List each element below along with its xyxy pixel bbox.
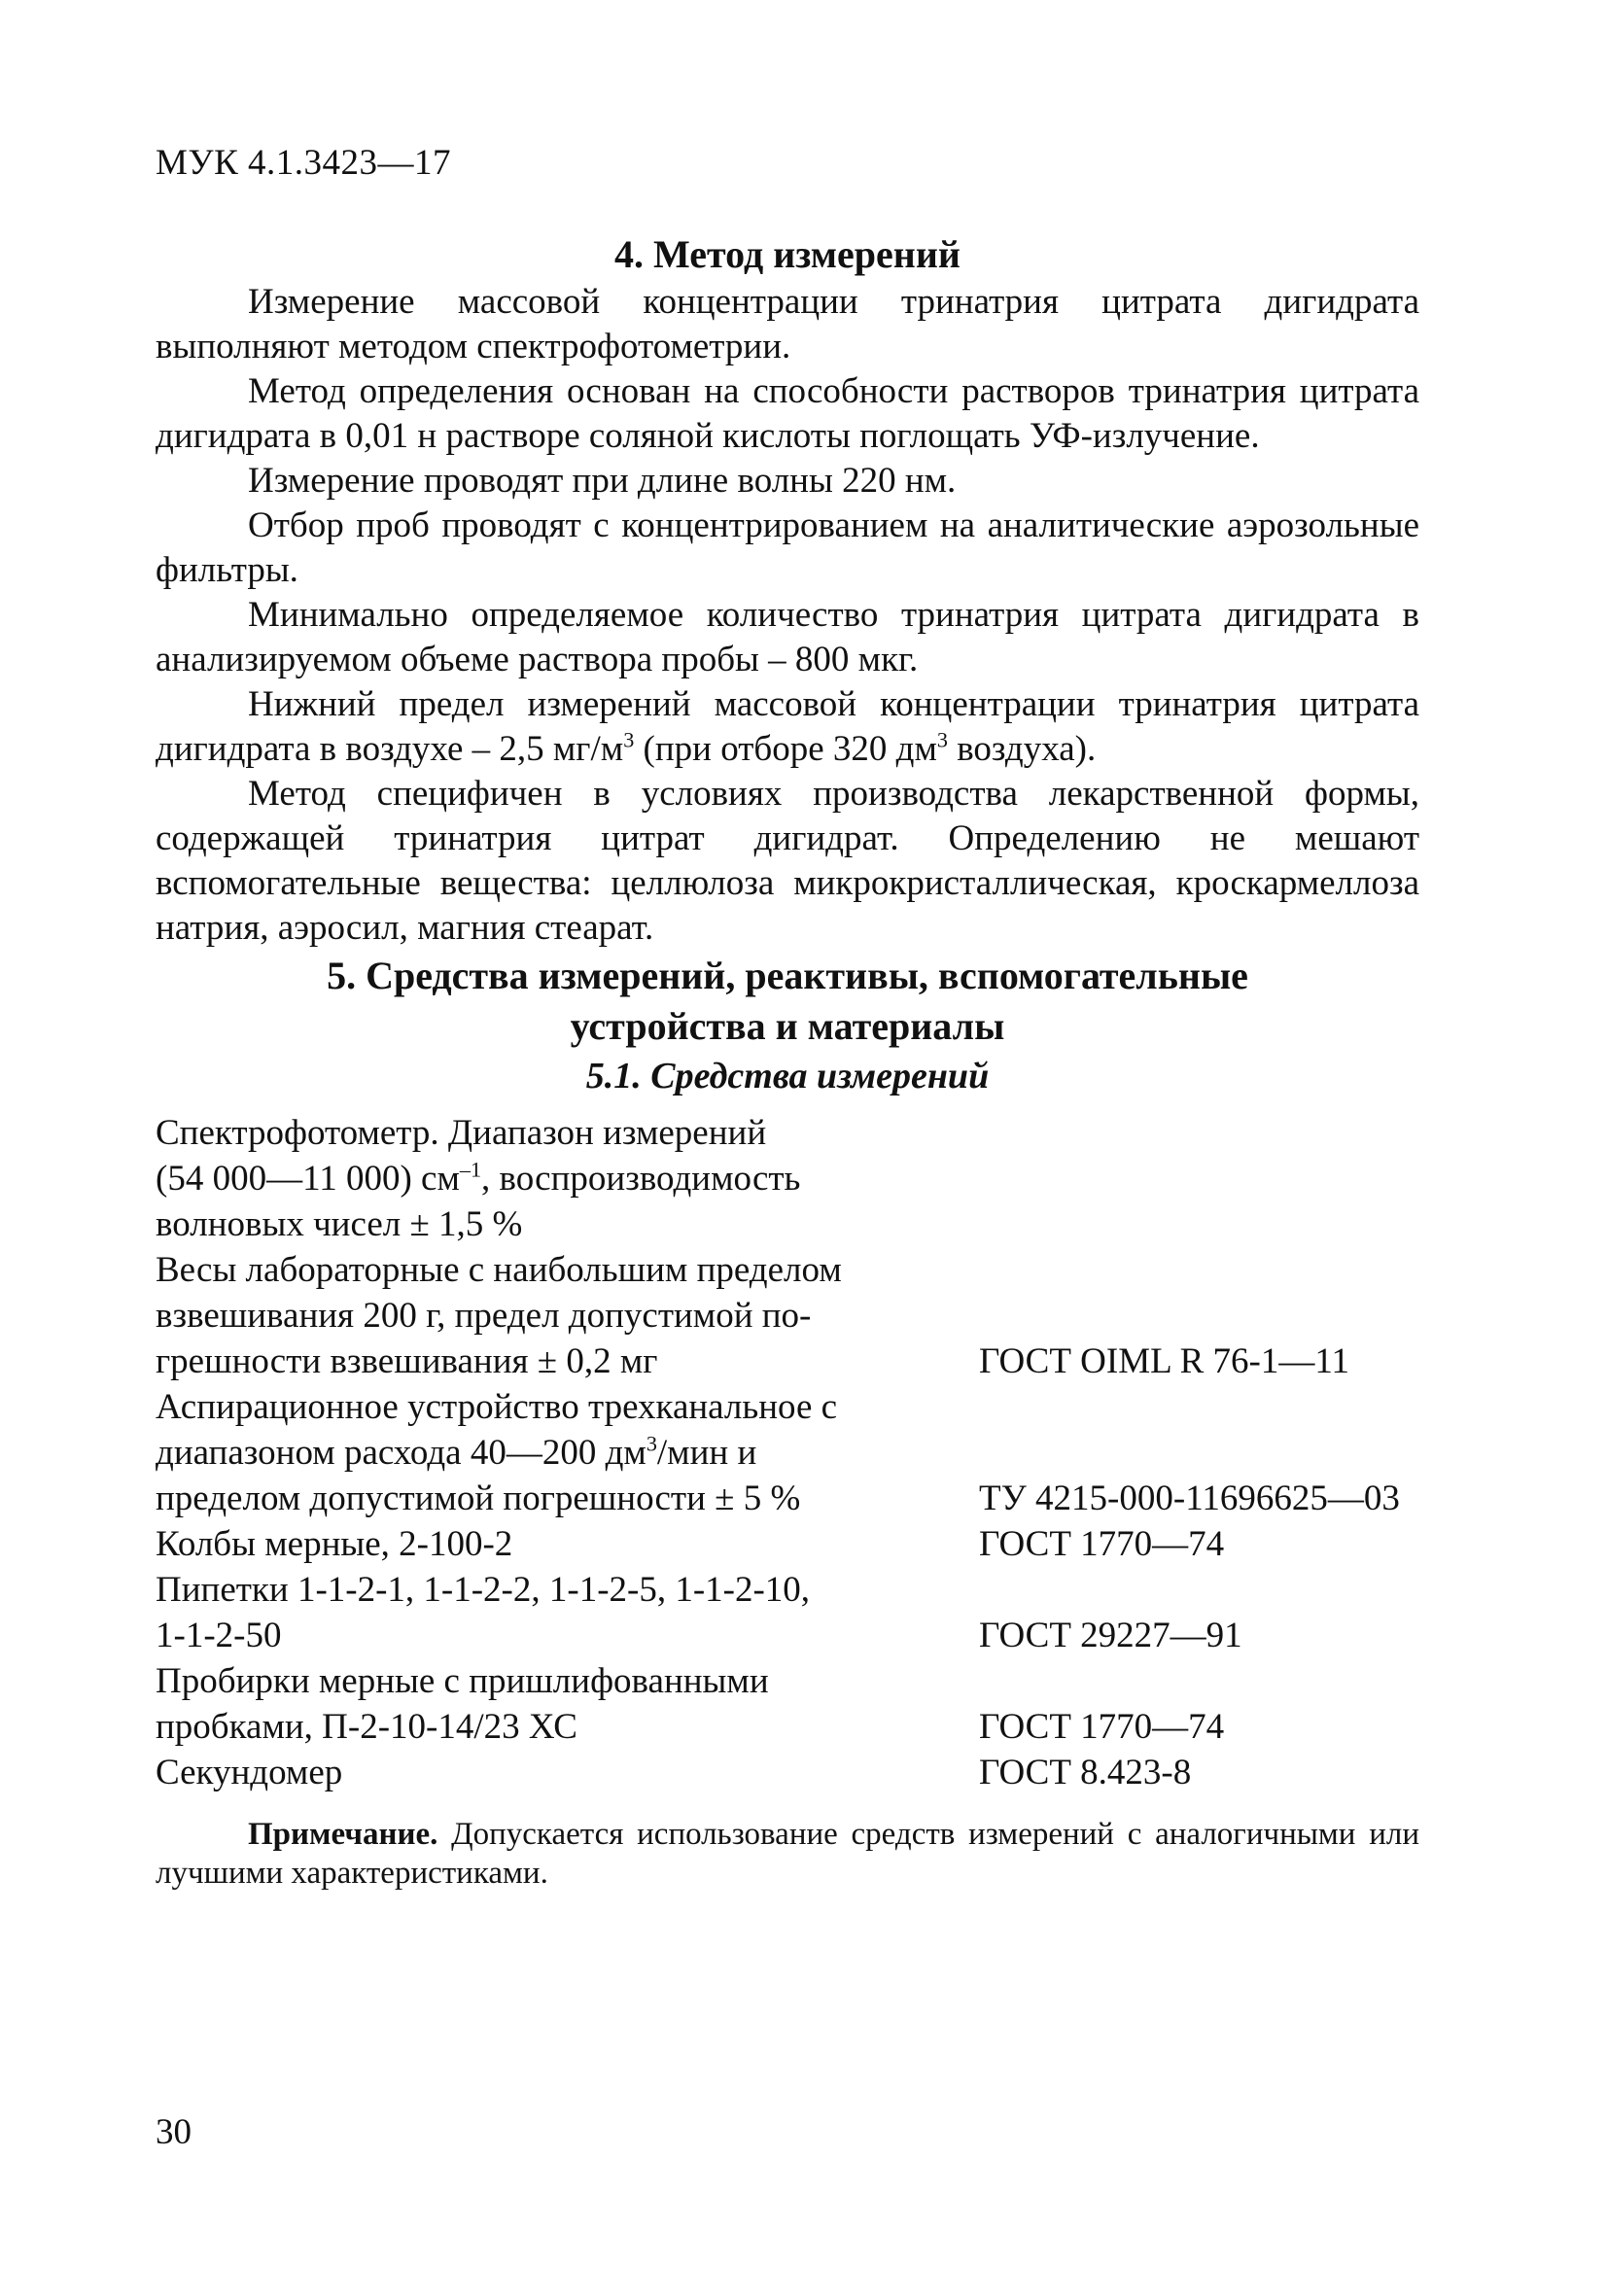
equipment-standard: ГОСТ 1770—74 [979,1707,1225,1747]
equipment-name: Секундомер [156,1753,343,1792]
equipment-name: пределом допустимой погрешности ± 5 % [156,1478,801,1518]
note-label: Примечание. [248,1817,438,1852]
section-4-title: 4. Метод измерений [614,232,961,276]
equipment-table [156,1110,1419,1795]
lower-limit-text-2: (при отборе 320 дм [634,729,937,769]
paragraph-wavelength: Измерение проводят при длине волны 220 нм. [248,461,957,501]
section-5-title [156,951,1419,1052]
equipment-standard: ГОСТ 8.423-8 [979,1753,1192,1792]
note-text: Допускается использование средств измерений с аналогичными или лучшими характеристиками. [156,1817,1419,1891]
lower-limit-text-1: Нижний предел измерений массовой концентрации тринатрия цитрата дигидрата в воздухе – 2,5 мг/м [156,684,1419,769]
equipment-name: грешности взвешивания ± 0,2 мг [156,1341,658,1381]
spectro-range-sup: –1 [459,1157,482,1182]
paragraph-method-basis: Метод определения основан на способности растворов тринатрия цитрата дигидрата в 0,01 н растворе соляной кислоты поглощать УФ-излучение. [156,371,1419,456]
page-number: 30 [156,2112,192,2152]
table-row [156,1476,1419,1521]
equipment-name [156,1430,979,1476]
spectro-range-text-2: , воспроизводимость [481,1159,801,1199]
equipment-name: Аспирационное устройство трехканальное с [156,1387,838,1427]
table-row [156,1613,1419,1658]
lower-limit-text-3: воздуха). [947,729,1097,769]
equipment-name: Спектрофотометр. Диапазон измерений [156,1113,767,1153]
table-row [156,1384,1419,1430]
table-row [156,1750,1419,1795]
table-row [156,1521,1419,1567]
equipment-name: пробками, П-2-10-14/23 ХС [156,1707,577,1747]
equipment-name: Колбы мерные, 2-100-2 [156,1524,513,1564]
paragraph-lower-limit [156,682,1419,772]
equipment-name: 1-1-2-50 [156,1616,282,1655]
lower-limit-sup-2: 3 [936,727,948,752]
equipment-standard: ГОСТ 29227—91 [979,1616,1242,1655]
paragraph-min-amount: Минимально определяемое количество тринатрия цитрата дигидрата в анализируемом объеме раствора пробы – 800 мкг. [156,595,1419,679]
equipment-name: волновых чисел ± 1,5 % [156,1204,523,1244]
aspir-range-sup: 3 [646,1431,657,1456]
equipment-name [156,1156,979,1201]
table-row [156,1567,1419,1613]
equipment-standard: ТУ 4215-000-11696625—03 [979,1478,1400,1518]
note [156,1815,1419,1893]
table-row [156,1704,1419,1750]
table-row [156,1658,1419,1704]
subsection-5-1-title: 5.1. Средства измерений [585,1056,990,1096]
aspir-range-text: диапазоном расхода 40—200 дм [156,1433,646,1473]
equipment-name: Пипетки 1-1-2-1, 1-1-2-2, 1-1-2-5, 1-1-2-10, [156,1570,811,1610]
table-row [156,1201,1419,1247]
table-row [156,1247,1419,1293]
paragraph-specificity: Метод специфичен в условиях производства лекарственной формы, содержащей тринатрия цитрат дигидрат. Определению не мешают вспомогательные вещества: целлюлоза микрокристаллическая, кроскармеллоза натрия, аэросил, магния стеарат. [156,774,1419,948]
table-row [156,1430,1419,1476]
paragraph-method-intro: Измерение массовой концентрации тринатрия цитрата дигидрата выполняют методом спектрофотометрии. [156,282,1419,366]
section-5-title-line1: 5. Средства измерений, реактивы, вспомогательные [327,954,1248,997]
table-row [156,1156,1419,1201]
equipment-standard: ГОСТ 1770—74 [979,1524,1225,1564]
equipment-standard: ГОСТ OIML R 76-1—11 [979,1341,1349,1381]
spectro-range-text: (54 000—11 000) см [156,1159,460,1199]
table-row [156,1339,1419,1384]
table-row [156,1293,1419,1339]
equipment-name: взвешивания 200 г, предел допустимой по- [156,1296,812,1336]
table-row [156,1110,1419,1156]
lower-limit-sup-1: 3 [623,727,635,752]
section-5-title-line2: устройства и материалы [570,1004,1005,1048]
paragraph-sampling: Отбор проб проводят с концентрированием на аналитические аэрозольные фильтры. [156,505,1419,590]
page-content [156,229,1419,1925]
running-head: МУК 4.1.3423—17 [156,143,452,183]
equipment-name: Пробирки мерные с пришлифованными [156,1661,769,1701]
equipment-name: Весы лабораторные с наибольшим пределом [156,1250,842,1290]
aspir-range-text-2: /мин и [656,1433,757,1473]
